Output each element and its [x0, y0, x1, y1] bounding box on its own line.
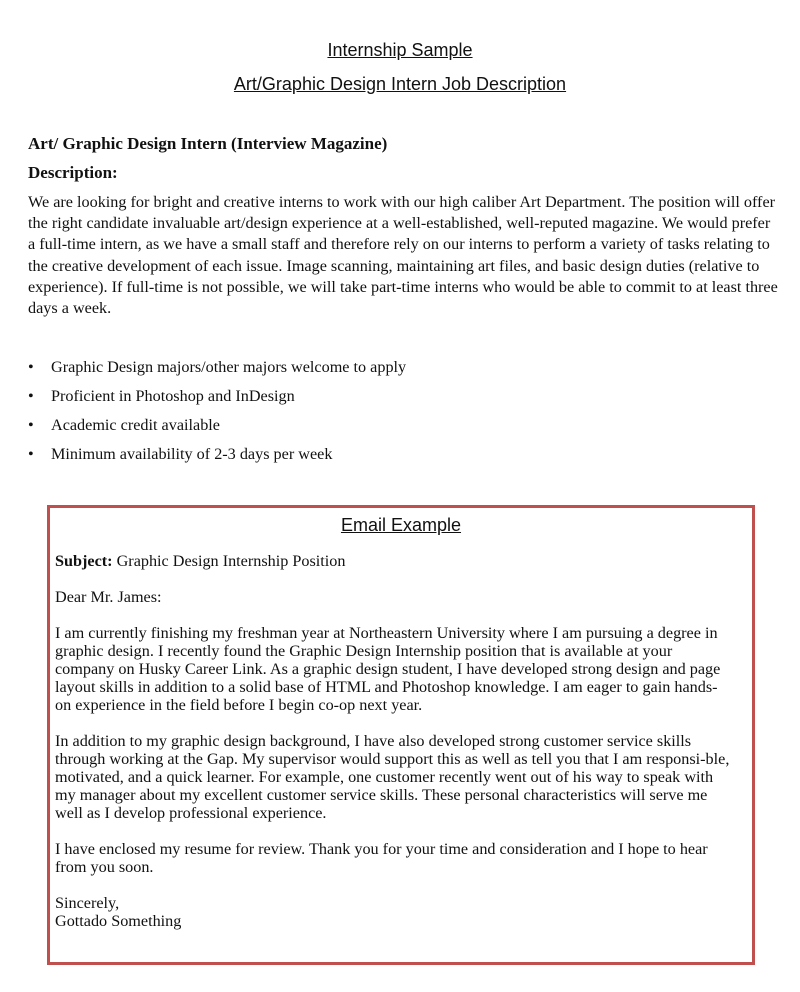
- list-item: [28, 413, 406, 442]
- bullet-icon: •: [28, 387, 34, 405]
- document-subtitle: Art/Graphic Design Intern Job Description: [233, 74, 567, 94]
- document-title: Internship Sample: [327, 40, 473, 60]
- email-title: Email Example: [340, 515, 462, 535]
- list-item: [28, 355, 406, 384]
- list-item: [28, 384, 406, 413]
- email-example-box: [47, 505, 755, 965]
- requirement-text: Proficient in Photoshop and InDesign: [51, 387, 295, 405]
- bullet-icon: •: [28, 358, 34, 376]
- requirements-list: [28, 355, 406, 471]
- subject-text: Graphic Design Internship Position: [112, 552, 346, 570]
- email-paragraph-1: I am currently finishing my freshman year at Northeastern University where I am pursuing a degree in graphic design. I recently found the Graphic Design Internship position that is available at your company on Husky Career Link. As a graphic design student, I have developed strong design and page layout skills in addition to a solid base of HTML and Photoshop knowledge. I am eager to gain hands- on experience in the field before I begin co-op next year.: [55, 624, 721, 714]
- email-closing: Sincerely,: [55, 894, 120, 912]
- subject-label: Subject:: [55, 552, 113, 570]
- email-body: [55, 552, 735, 930]
- email-signature: Gottado Something: [55, 912, 182, 930]
- list-item: [28, 442, 406, 471]
- description-label: Description:: [28, 163, 118, 182]
- requirement-text: Minimum availability of 2-3 days per week: [51, 445, 333, 463]
- bullet-icon: •: [28, 416, 34, 434]
- job-heading: Art/ Graphic Design Intern (Interview Magazine): [28, 134, 388, 153]
- requirement-text: Academic credit available: [51, 416, 220, 434]
- description-paragraph: We are looking for bright and creative interns to work with our high caliber Art Department. The position will offer the right candidate invaluable art/design experience at a well-established, well-reputed magazine. We would prefer a full-time intern, as we have a small staff and therefore rely on our interns to perform a variety of tasks relating to the creative development of each issue. Image scanning, maintaining art files, and basic design duties (relative to experience). If full-time is not possible, we will take part-time interns who would be able to commit to at least three days a week.: [28, 193, 778, 318]
- email-greeting: Dear Mr. James:: [55, 588, 162, 606]
- email-paragraph-2: In addition to my graphic design background, I have also developed strong customer service skills through working at the Gap. My supervisor would support this as well as tell you that I am responsi-ble, motivated, and a quick learner. For example, one customer recently went out of his way to speak with my manager about my excellent customer service skills. These personal characteristics will serve me well as I develop professional experience.: [55, 732, 730, 822]
- email-subject: [55, 552, 735, 570]
- bullet-icon: •: [28, 445, 34, 463]
- email-paragraph-3: I have enclosed my resume for review. Thank you for your time and consideration and I hope to hear from you soon.: [55, 840, 708, 876]
- requirement-text: Graphic Design majors/other majors welcome to apply: [51, 358, 407, 376]
